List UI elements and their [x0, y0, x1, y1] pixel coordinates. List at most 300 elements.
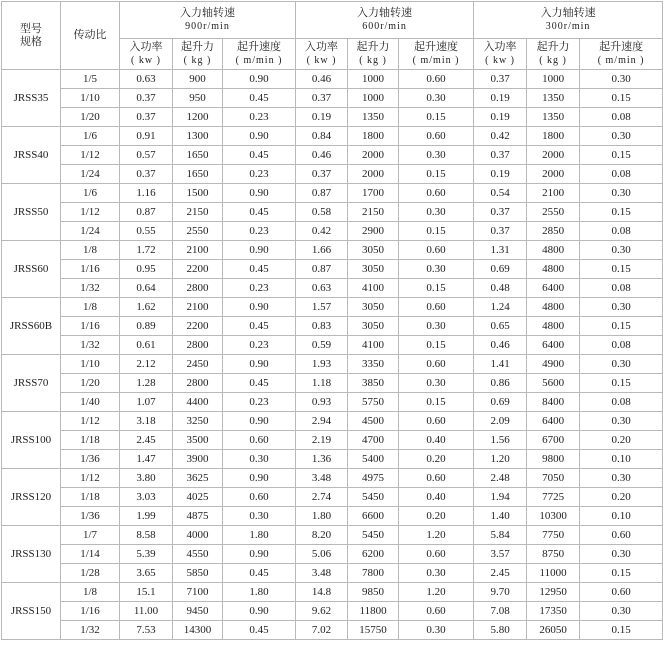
ratio-cell: 1/40 — [61, 393, 120, 412]
value-cell: 2.12 — [120, 355, 173, 374]
value-cell: 26050 — [527, 621, 580, 640]
value-cell: 1.41 — [474, 355, 527, 374]
value-cell: 0.90 — [223, 355, 296, 374]
spec-table — [1, 1, 663, 640]
value-cell: 0.15 — [399, 393, 474, 412]
value-cell: 5850 — [173, 564, 223, 583]
value-cell: 0.30 — [580, 298, 663, 317]
value-cell: 0.08 — [580, 393, 663, 412]
power-header: 入功率 ( kw ) — [474, 39, 527, 70]
value-cell: 0.37 — [120, 108, 173, 127]
value-cell: 1800 — [348, 127, 399, 146]
value-cell: 2100 — [527, 184, 580, 203]
value-cell: 0.30 — [399, 317, 474, 336]
value-cell: 0.64 — [120, 279, 173, 298]
power-header: 入功率 ( kw ) — [120, 39, 173, 70]
value-cell: 0.30 — [580, 355, 663, 374]
value-cell: 0.40 — [399, 488, 474, 507]
value-cell: 1000 — [348, 70, 399, 89]
table-row — [2, 127, 663, 146]
value-cell: 950 — [173, 89, 223, 108]
value-cell: 0.42 — [474, 127, 527, 146]
table-row — [2, 450, 663, 469]
value-cell: 9800 — [527, 450, 580, 469]
ratio-cell: 1/20 — [61, 108, 120, 127]
value-cell: 1.62 — [120, 298, 173, 317]
value-cell: 3.80 — [120, 469, 173, 488]
table-row — [2, 374, 663, 393]
value-cell: 2.45 — [474, 564, 527, 583]
value-cell: 2550 — [527, 203, 580, 222]
value-cell: 1.93 — [296, 355, 348, 374]
ratio-cell: 1/18 — [61, 431, 120, 450]
table-row — [2, 89, 663, 108]
value-cell: 5.39 — [120, 545, 173, 564]
ratio-cell: 1/18 — [61, 488, 120, 507]
value-cell: 1300 — [173, 127, 223, 146]
value-cell: 3.65 — [120, 564, 173, 583]
model-cell: JRSS40 — [2, 127, 61, 184]
value-cell: 0.08 — [580, 279, 663, 298]
value-cell: 1.57 — [296, 298, 348, 317]
value-cell: 0.19 — [296, 108, 348, 127]
value-cell: 0.60 — [399, 241, 474, 260]
model-cell: JRSS130 — [2, 526, 61, 583]
value-cell: 4800 — [527, 298, 580, 317]
ratio-cell: 1/12 — [61, 469, 120, 488]
value-cell: 2.74 — [296, 488, 348, 507]
value-cell: 3.18 — [120, 412, 173, 431]
value-cell: 0.30 — [399, 374, 474, 393]
value-cell: 2000 — [348, 165, 399, 184]
value-cell: 0.90 — [223, 412, 296, 431]
value-cell: 7750 — [527, 526, 580, 545]
value-cell: 0.60 — [399, 127, 474, 146]
value-cell: 0.19 — [474, 89, 527, 108]
value-cell: 4900 — [527, 355, 580, 374]
value-cell: 2150 — [173, 203, 223, 222]
value-cell: 0.90 — [223, 127, 296, 146]
value-cell: 2100 — [173, 241, 223, 260]
table-row — [2, 108, 663, 127]
value-cell: 1.24 — [474, 298, 527, 317]
ratio-cell: 1/8 — [61, 241, 120, 260]
value-cell: 14300 — [173, 621, 223, 640]
value-cell: 4100 — [348, 279, 399, 298]
value-cell: 7100 — [173, 583, 223, 602]
value-cell: 0.15 — [399, 222, 474, 241]
model-cell: JRSS50 — [2, 184, 61, 241]
ratio-cell: 1/32 — [61, 336, 120, 355]
table-row — [2, 412, 663, 431]
ratio-cell: 1/32 — [61, 621, 120, 640]
value-cell: 0.19 — [474, 108, 527, 127]
value-cell: 3625 — [173, 469, 223, 488]
value-cell: 0.60 — [399, 602, 474, 621]
ratio-cell: 1/32 — [61, 279, 120, 298]
value-cell: 0.30 — [580, 412, 663, 431]
lift-speed-header: 起升速度 ( m/min ) — [399, 39, 474, 70]
value-cell: 0.90 — [223, 184, 296, 203]
value-cell: 0.15 — [580, 260, 663, 279]
value-cell: 0.30 — [399, 260, 474, 279]
value-cell: 0.20 — [399, 450, 474, 469]
value-cell: 2200 — [173, 260, 223, 279]
value-cell: 2.48 — [474, 469, 527, 488]
value-cell: 12950 — [527, 583, 580, 602]
ratio-cell: 1/10 — [61, 355, 120, 374]
model-cell: JRSS35 — [2, 70, 61, 127]
value-cell: 0.30 — [580, 545, 663, 564]
lift-header: 起升力 ( kg ) — [348, 39, 399, 70]
ratio-cell: 1/20 — [61, 374, 120, 393]
value-cell: 2800 — [173, 279, 223, 298]
value-cell: 1.66 — [296, 241, 348, 260]
value-cell: 2000 — [527, 165, 580, 184]
value-cell: 1.80 — [223, 526, 296, 545]
ratio-cell: 1/6 — [61, 184, 120, 203]
value-cell: 0.63 — [296, 279, 348, 298]
ratio-cell: 1/14 — [61, 545, 120, 564]
table-row — [2, 184, 663, 203]
model-cell: JRSS150 — [2, 583, 61, 640]
value-cell: 0.69 — [474, 393, 527, 412]
value-cell: 2100 — [173, 298, 223, 317]
value-cell: 4500 — [348, 412, 399, 431]
value-cell: 0.08 — [580, 336, 663, 355]
value-cell: 0.45 — [223, 89, 296, 108]
value-cell: 0.42 — [296, 222, 348, 241]
ratio-cell: 1/16 — [61, 260, 120, 279]
value-cell: 4800 — [527, 260, 580, 279]
ratio-cell: 1/5 — [61, 70, 120, 89]
value-cell: 0.90 — [223, 298, 296, 317]
value-cell: 10300 — [527, 507, 580, 526]
ratio-cell: 1/10 — [61, 89, 120, 108]
value-cell: 5400 — [348, 450, 399, 469]
table-row — [2, 355, 663, 374]
value-cell: 2550 — [173, 222, 223, 241]
value-cell: 2200 — [173, 317, 223, 336]
ratio-cell: 1/28 — [61, 564, 120, 583]
value-cell: 0.86 — [474, 374, 527, 393]
value-cell: 0.90 — [223, 70, 296, 89]
value-cell: 1.40 — [474, 507, 527, 526]
value-cell: 0.30 — [399, 564, 474, 583]
value-cell: 3050 — [348, 260, 399, 279]
value-cell: 0.37 — [474, 146, 527, 165]
value-cell: 1200 — [173, 108, 223, 127]
value-cell: 7800 — [348, 564, 399, 583]
value-cell: 9.70 — [474, 583, 527, 602]
value-cell: 0.30 — [223, 450, 296, 469]
value-cell: 0.45 — [223, 146, 296, 165]
value-cell: 0.60 — [399, 412, 474, 431]
value-cell: 0.45 — [223, 564, 296, 583]
value-cell: 0.65 — [474, 317, 527, 336]
lift-speed-header: 起升速度 ( m/min ) — [580, 39, 663, 70]
value-cell: 0.59 — [296, 336, 348, 355]
value-cell: 0.20 — [580, 431, 663, 450]
value-cell: 0.30 — [399, 621, 474, 640]
value-cell: 2.19 — [296, 431, 348, 450]
value-cell: 7.08 — [474, 602, 527, 621]
ratio-cell: 1/12 — [61, 203, 120, 222]
value-cell: 5450 — [348, 488, 399, 507]
ratio-cell: 1/24 — [61, 165, 120, 184]
value-cell: 0.15 — [580, 374, 663, 393]
model-cell: JRSS70 — [2, 355, 61, 412]
value-cell: 2000 — [527, 146, 580, 165]
value-cell: 4700 — [348, 431, 399, 450]
table-row — [2, 241, 663, 260]
value-cell: 0.90 — [223, 545, 296, 564]
value-cell: 0.30 — [580, 241, 663, 260]
value-cell: 2850 — [527, 222, 580, 241]
value-cell: 0.23 — [223, 393, 296, 412]
value-cell: 0.90 — [223, 469, 296, 488]
value-cell: 11800 — [348, 602, 399, 621]
table-row — [2, 298, 663, 317]
value-cell: 0.37 — [296, 89, 348, 108]
value-cell: 5600 — [527, 374, 580, 393]
value-cell: 0.30 — [580, 127, 663, 146]
value-cell: 0.37 — [474, 222, 527, 241]
model-cell: JRSS60B — [2, 298, 61, 355]
ratio-cell: 1/6 — [61, 127, 120, 146]
value-cell: 0.37 — [296, 165, 348, 184]
value-cell: 8750 — [527, 545, 580, 564]
value-cell: 0.60 — [399, 70, 474, 89]
value-cell: 6400 — [527, 279, 580, 298]
value-cell: 0.15 — [580, 146, 663, 165]
table-row — [2, 146, 663, 165]
ratio-cell: 1/12 — [61, 146, 120, 165]
value-cell: 0.15 — [399, 279, 474, 298]
value-cell: 0.60 — [399, 469, 474, 488]
value-cell: 2150 — [348, 203, 399, 222]
value-cell: 1500 — [173, 184, 223, 203]
value-cell: 0.60 — [223, 431, 296, 450]
value-cell: 1.28 — [120, 374, 173, 393]
value-cell: 0.61 — [120, 336, 173, 355]
ratio-cell: 1/36 — [61, 507, 120, 526]
value-cell: 0.60 — [223, 488, 296, 507]
value-cell: 0.30 — [399, 203, 474, 222]
value-cell: 9.62 — [296, 602, 348, 621]
table-row — [2, 526, 663, 545]
value-cell: 0.23 — [223, 222, 296, 241]
value-cell: 2450 — [173, 355, 223, 374]
value-cell: 0.89 — [120, 317, 173, 336]
value-cell: 0.08 — [580, 108, 663, 127]
value-cell: 1.72 — [120, 241, 173, 260]
value-cell: 0.93 — [296, 393, 348, 412]
value-cell: 11.00 — [120, 602, 173, 621]
table-row — [2, 222, 663, 241]
ratio-cell: 1/8 — [61, 583, 120, 602]
value-cell: 0.37 — [474, 203, 527, 222]
value-cell: 2.94 — [296, 412, 348, 431]
value-cell: 3.03 — [120, 488, 173, 507]
value-cell: 0.83 — [296, 317, 348, 336]
table-row — [2, 545, 663, 564]
value-cell: 900 — [173, 70, 223, 89]
power-header: 入功率 ( kw ) — [296, 39, 348, 70]
table-row — [2, 621, 663, 640]
value-cell: 4025 — [173, 488, 223, 507]
table-body — [2, 70, 663, 640]
value-cell: 1.56 — [474, 431, 527, 450]
model-cell: JRSS60 — [2, 241, 61, 298]
lift-header: 起升力 ( kg ) — [527, 39, 580, 70]
value-cell: 0.19 — [474, 165, 527, 184]
value-cell: 5.80 — [474, 621, 527, 640]
value-cell: 0.57 — [120, 146, 173, 165]
value-cell: 0.45 — [223, 374, 296, 393]
value-cell: 0.91 — [120, 127, 173, 146]
value-cell: 1.18 — [296, 374, 348, 393]
value-cell: 3900 — [173, 450, 223, 469]
value-cell: 1.20 — [399, 526, 474, 545]
value-cell: 0.60 — [399, 184, 474, 203]
value-cell: 6400 — [527, 336, 580, 355]
value-cell: 6700 — [527, 431, 580, 450]
value-cell: 0.90 — [223, 602, 296, 621]
value-cell: 0.45 — [223, 203, 296, 222]
value-cell: 1.99 — [120, 507, 173, 526]
value-cell: 4800 — [527, 317, 580, 336]
value-cell: 3050 — [348, 298, 399, 317]
value-cell: 1350 — [527, 89, 580, 108]
value-cell: 0.84 — [296, 127, 348, 146]
value-cell: 1.80 — [223, 583, 296, 602]
value-cell: 8400 — [527, 393, 580, 412]
value-cell: 0.15 — [399, 336, 474, 355]
value-cell: 1.07 — [120, 393, 173, 412]
table-row — [2, 279, 663, 298]
value-cell: 1.80 — [296, 507, 348, 526]
value-cell: 3350 — [348, 355, 399, 374]
table-row — [2, 165, 663, 184]
lift-header: 起升力 ( kg ) — [173, 39, 223, 70]
value-cell: 0.45 — [223, 317, 296, 336]
ratio-cell: 1/8 — [61, 298, 120, 317]
value-cell: 0.23 — [223, 336, 296, 355]
value-cell: 1.16 — [120, 184, 173, 203]
value-cell: 0.30 — [580, 70, 663, 89]
value-cell: 0.23 — [223, 108, 296, 127]
table-row — [2, 317, 663, 336]
value-cell: 2900 — [348, 222, 399, 241]
value-cell: 4400 — [173, 393, 223, 412]
value-cell: 1800 — [527, 127, 580, 146]
value-cell: 5.84 — [474, 526, 527, 545]
value-cell: 0.15 — [580, 621, 663, 640]
value-cell: 2.09 — [474, 412, 527, 431]
table-row — [2, 336, 663, 355]
table-row — [2, 583, 663, 602]
value-cell: 0.15 — [580, 89, 663, 108]
value-cell: 0.60 — [399, 355, 474, 374]
table-row — [2, 564, 663, 583]
value-cell: 11000 — [527, 564, 580, 583]
value-cell: 4550 — [173, 545, 223, 564]
value-cell: 3.57 — [474, 545, 527, 564]
value-cell: 0.23 — [223, 279, 296, 298]
value-cell: 0.54 — [474, 184, 527, 203]
value-cell: 0.46 — [474, 336, 527, 355]
model-cell: JRSS100 — [2, 412, 61, 469]
value-cell: 1.36 — [296, 450, 348, 469]
value-cell: 0.46 — [296, 70, 348, 89]
value-cell: 1.31 — [474, 241, 527, 260]
value-cell: 0.45 — [223, 260, 296, 279]
table-row — [2, 70, 663, 89]
value-cell: 0.30 — [580, 469, 663, 488]
value-cell: 0.30 — [399, 146, 474, 165]
value-cell: 8.20 — [296, 526, 348, 545]
value-cell: 4100 — [348, 336, 399, 355]
value-cell: 1.20 — [399, 583, 474, 602]
table-row — [2, 469, 663, 488]
value-cell: 9450 — [173, 602, 223, 621]
ratio-cell: 1/16 — [61, 602, 120, 621]
value-cell: 5750 — [348, 393, 399, 412]
value-cell: 8.58 — [120, 526, 173, 545]
value-cell: 0.10 — [580, 507, 663, 526]
value-cell: 0.48 — [474, 279, 527, 298]
value-cell: 0.10 — [580, 450, 663, 469]
value-cell: 0.20 — [399, 507, 474, 526]
value-cell: 0.37 — [120, 89, 173, 108]
value-cell: 4000 — [173, 526, 223, 545]
value-cell: 0.60 — [399, 298, 474, 317]
value-cell: 4800 — [527, 241, 580, 260]
value-cell: 6400 — [527, 412, 580, 431]
value-cell: 0.60 — [580, 526, 663, 545]
value-cell: 15.1 — [120, 583, 173, 602]
value-cell: 17350 — [527, 602, 580, 621]
value-cell: 7.53 — [120, 621, 173, 640]
value-cell: 1000 — [348, 89, 399, 108]
value-cell: 4975 — [348, 469, 399, 488]
table-row — [2, 431, 663, 450]
table-row — [2, 260, 663, 279]
table-row — [2, 507, 663, 526]
value-cell: 3250 — [173, 412, 223, 431]
table-row — [2, 203, 663, 222]
value-cell: 0.30 — [223, 507, 296, 526]
ratio-cell: 1/36 — [61, 450, 120, 469]
value-cell: 0.30 — [399, 89, 474, 108]
value-cell: 7.02 — [296, 621, 348, 640]
value-cell: 0.87 — [120, 203, 173, 222]
value-cell: 0.40 — [399, 431, 474, 450]
value-cell: 0.37 — [474, 70, 527, 89]
value-cell: 0.15 — [580, 203, 663, 222]
value-cell: 0.87 — [296, 260, 348, 279]
speed-group-header-600: 入力轴转速 600r/min — [296, 2, 474, 39]
value-cell: 0.87 — [296, 184, 348, 203]
value-cell: 1350 — [348, 108, 399, 127]
speed-group-header-300: 入力轴转速 300r/min — [474, 2, 663, 39]
value-cell: 0.23 — [223, 165, 296, 184]
table-row — [2, 488, 663, 507]
value-cell: 1700 — [348, 184, 399, 203]
value-cell: 0.15 — [580, 317, 663, 336]
value-cell: 1350 — [527, 108, 580, 127]
